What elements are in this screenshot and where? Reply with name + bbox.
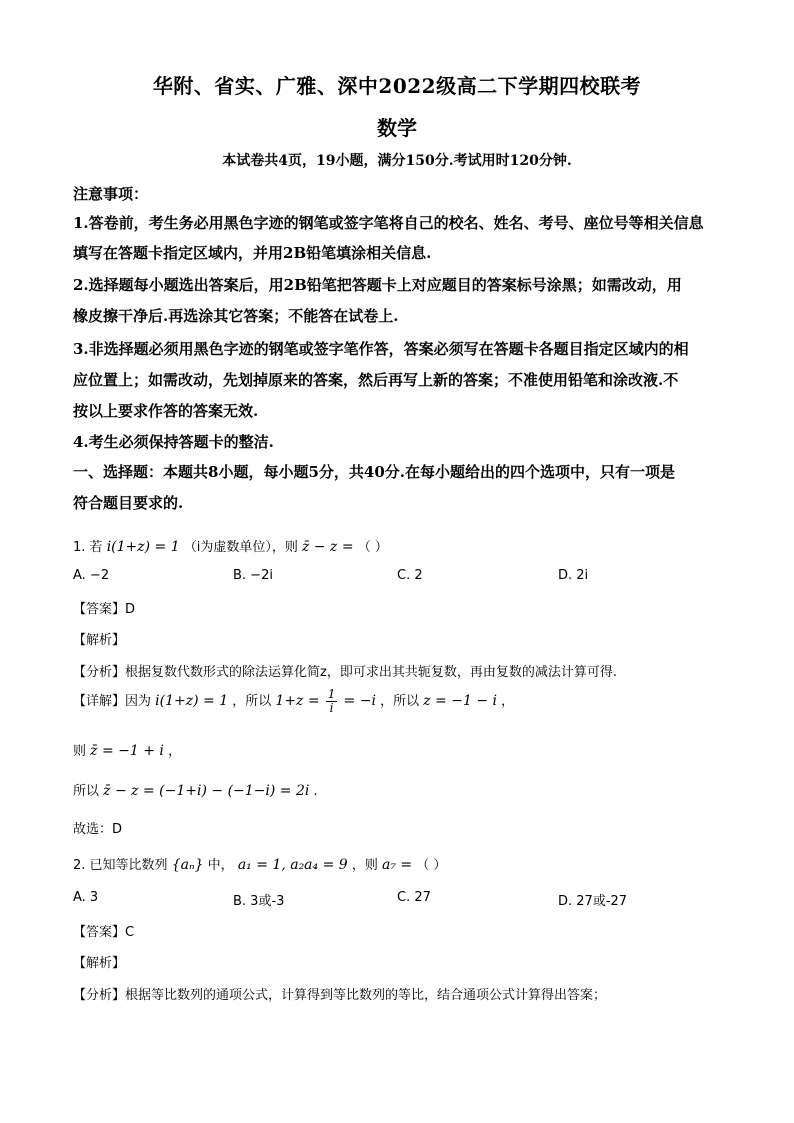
subject-heading: 数学 [377, 116, 417, 140]
q1-middle: （i为虚数单位），则 [183, 540, 298, 555]
notice-line: 4.考生必须保持答题卡的整洁. [73, 433, 274, 451]
q2-middle: 中， [207, 858, 234, 873]
q1-expr: i(1+z) = 1 [106, 539, 180, 555]
q1-then-prefix: 则 [73, 744, 87, 759]
q1-then-expr: z̄ = −1 + i [90, 743, 164, 759]
q1-fenxi: 【分析】根据复数代数形式的除法运算化简z，即可求出其共轭复数，再由复数的减法计算可得. [73, 665, 617, 680]
q1-so-end: . [313, 784, 318, 799]
notice-line: 2.选择题每小题选出答案后，用2B铅笔把答题卡上对应题目的答案标号涂黑；如需改动，用 [73, 276, 682, 294]
q1-so [73, 780, 318, 799]
q1-suffix: （ ） [357, 540, 388, 555]
q1-detail-expr1: i(1+z) = 1 [155, 693, 229, 709]
q2-option-b: B. 3或-3 [233, 894, 285, 909]
q1-option-a: A. −2 [73, 568, 110, 583]
q2-fenxi: 【分析】根据等比数列的通项公式，计算得到等比数列的等比，结合通项公式计算得出答案； [73, 988, 607, 1003]
q1-option-b: B. −2i [233, 568, 273, 583]
q2-analysis-label: 【解析】 [73, 956, 126, 971]
q2-option-c: C. 27 [397, 890, 431, 905]
question-2-stem [73, 854, 446, 873]
q2-option-d: D. 27或-27 [558, 894, 628, 909]
q1-then-end: ， [168, 744, 182, 759]
fraction-denominator: i [329, 701, 334, 715]
q2-option-a: A. 3 [73, 890, 99, 905]
question-1-stem [73, 536, 388, 555]
q1-detail-expr3: z = −1 − i [423, 693, 497, 709]
q2-answer: 【答案】C [73, 925, 135, 940]
q1-detail [73, 688, 514, 715]
q2-suffix: （ ） [416, 858, 447, 873]
q1-then [73, 740, 181, 759]
q1-detail-end: ， [501, 694, 515, 709]
notice-line: 按以上要求作答的答案无效. [73, 402, 259, 420]
section-heading-cont: 符合题目要求的. [73, 494, 184, 512]
section-heading: 一、选择题：本题共8小题，每小题5分，共40分.在每小题给出的四个选项中，只有一项是 [73, 463, 675, 481]
q2-expr2: a₇ = [381, 857, 413, 873]
q1-prefix: 1. 若 [73, 540, 103, 555]
q2-seq: {aₙ} [171, 857, 204, 873]
q1-detail-expr2-right: = −i [343, 693, 376, 709]
q1-detail-fraction [326, 688, 338, 715]
q2-prefix: 2. 已知等比数列 [73, 858, 168, 873]
q1-so-prefix: 所以 [73, 784, 100, 799]
notice-heading: 注意事项： [73, 185, 149, 203]
q1-answer: 【答案】D [73, 602, 136, 617]
q1-detail-so1: ，所以 [232, 694, 272, 709]
q1-option-c: C. 2 [397, 568, 423, 583]
fraction-numerator: 1 [327, 687, 336, 701]
notice-line: 应位置上；如需改动，先划掉原来的答案，然后再写上新的答案；不准使用铅笔和涂改液.不 [73, 371, 679, 389]
exam-title: 华附、省实、广雅、深中2022级高二下学期四校联考 [152, 74, 642, 98]
notice-line: 填写在答题卡指定区域内，并用2B铅笔填涂相关信息. [73, 244, 432, 262]
q2-middle2: ，则 [351, 858, 378, 873]
q1-so-expr: z̄ − z = (−1+i) − (−1−i) = 2i [103, 783, 310, 799]
notice-line: 3.非选择题必须用黑色字迹的钢笔或签字笔作答，答案必须写在答题卡各题目指定区域内的相 [73, 340, 689, 358]
notice-line: 1.答卷前，考生务必用黑色字迹的钢笔或签字笔将自己的校名、姓名、考号、座位号等相关信息 [73, 214, 704, 232]
q1-detail-so2: ，所以 [380, 694, 420, 709]
notice-line: 橡皮擦干净后.再选涂其它答案；不能答在试卷上. [73, 307, 399, 325]
exam-intro: 本试卷共4页，19小题，满分150分.考试用时120分钟. [222, 153, 572, 169]
q2-expr: a₁ = 1, a₂a₄ = 9 [237, 857, 348, 873]
q1-analysis-label: 【解析】 [73, 633, 126, 648]
q1-option-d: D. 2i [558, 568, 589, 583]
q1-choose: 故选：D [73, 822, 123, 837]
q1-expr2: z̄ − z = [302, 539, 354, 555]
q1-detail-prefix: 【详解】因为 [73, 694, 152, 709]
q1-detail-expr2-left: 1+z = [275, 693, 320, 709]
